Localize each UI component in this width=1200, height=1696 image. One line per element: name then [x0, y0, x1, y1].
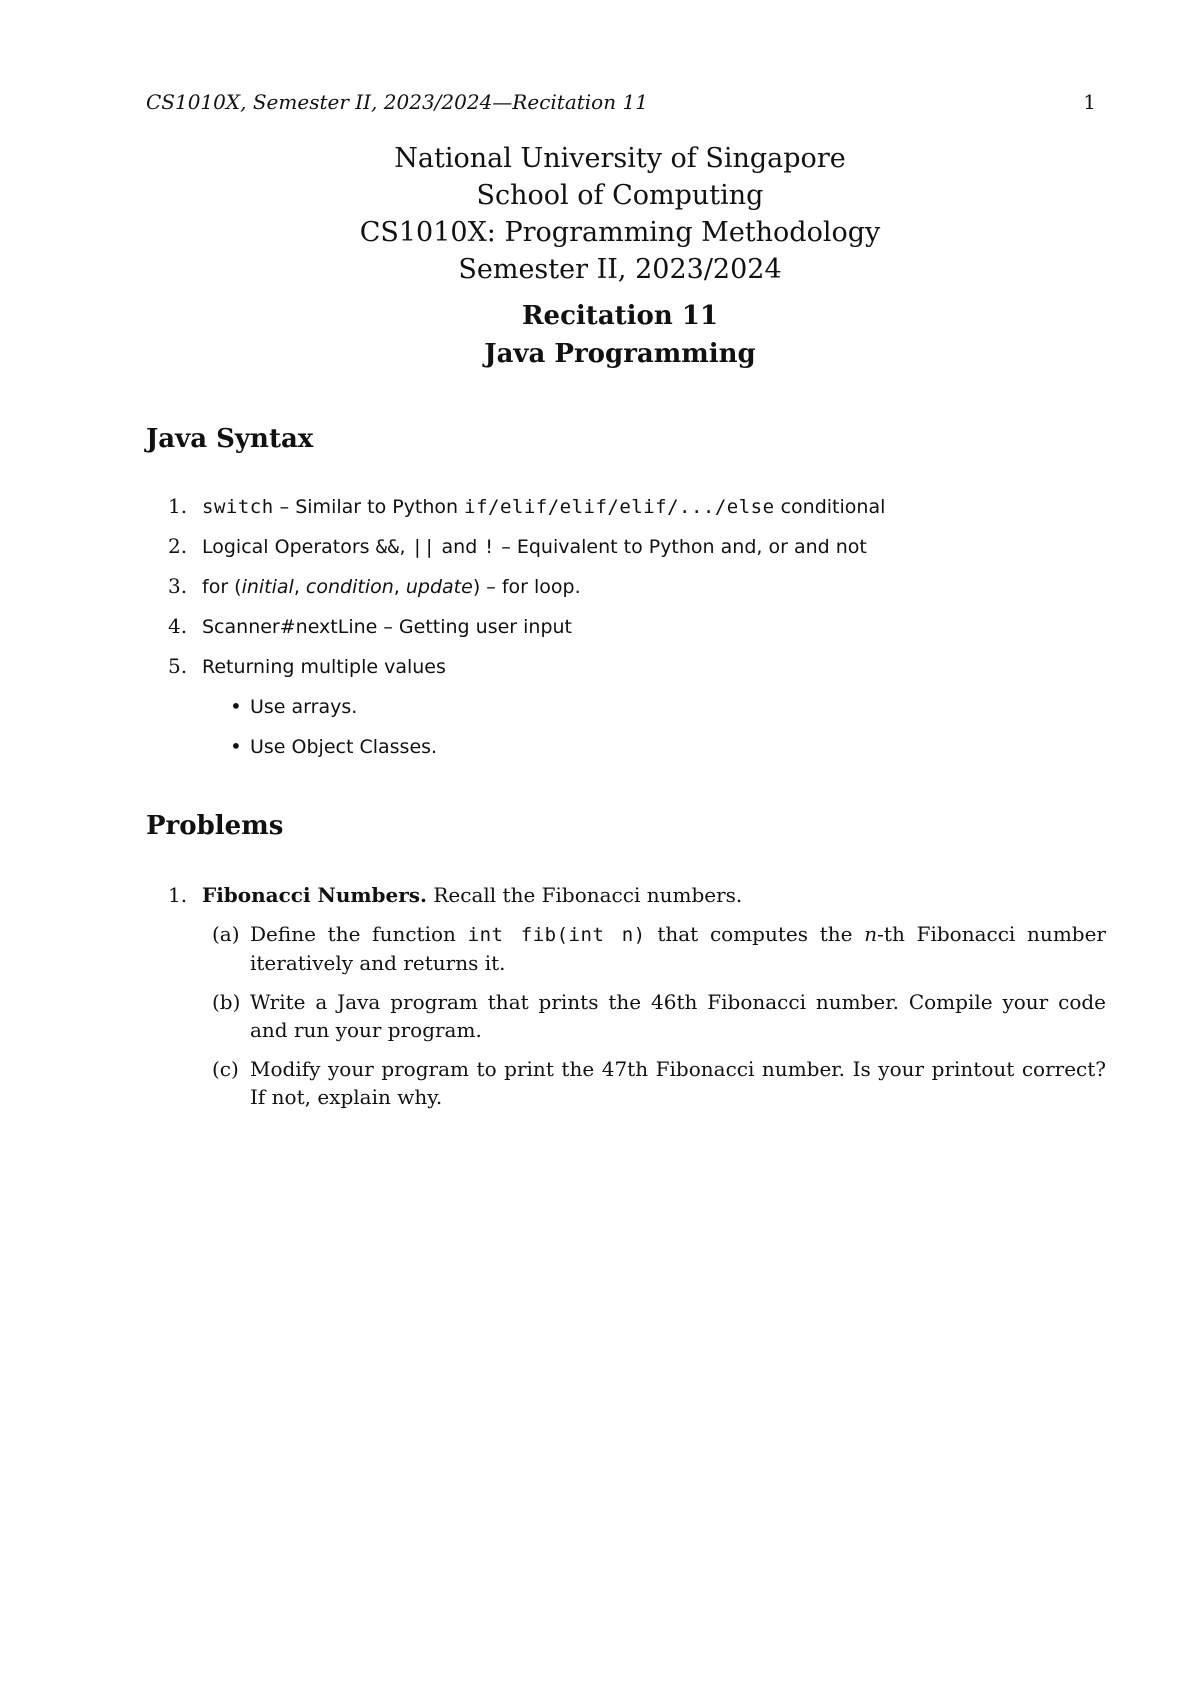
list-item: 2. Logical Operators &&, || and ! – Equivalent to Python and, or and not — [168, 534, 867, 558]
course-title: CS1010X: Programming Methodology — [359, 217, 881, 248]
problem-part-c: (c) Modify your program to print the 47th Fibonacci number. Is your printout correct? If not, explain why. — [212, 1057, 1106, 1109]
bullet-item: • Use arrays. — [230, 694, 358, 718]
school-name: School of Computing — [476, 180, 764, 211]
problem-title: Fibonacci Numbers. — [202, 883, 427, 907]
semester: Semester II, 2023/2024 — [458, 254, 782, 285]
title-block — [0, 140, 1200, 288]
section-heading-java-syntax: Java Syntax — [146, 424, 314, 454]
recitation-number: Recitation 11 — [521, 301, 719, 331]
page-number: 1 — [1083, 90, 1096, 114]
bullet-item: • Use Object Classes. — [230, 734, 438, 758]
running-header — [146, 90, 1096, 114]
list-item: 3. for (initial, condition, update) – for loop. — [168, 574, 581, 598]
recitation-title — [0, 297, 1200, 373]
java-syntax-list — [146, 492, 1106, 761]
recitation-topic: Java Programming — [484, 339, 756, 369]
university-name: National University of Singapore — [394, 143, 846, 174]
problem-item: 1. Fibonacci Numbers. Recall the Fibonacci numbers. — [168, 883, 743, 907]
running-header-title: CS1010X, Semester II, 2023/2024—Recitation 11 — [146, 90, 648, 114]
problem-part-a: (a) Define the function int fib(int n) that computes the n-th Fibonacci number iteratively and returns it. — [212, 922, 1106, 975]
list-item: 1. switch – Similar to Python if/elif/elif/elif/.../else conditional — [168, 494, 886, 518]
list-item: 4. Scanner#nextLine – Getting user input — [168, 614, 573, 638]
problem-part-b: (b) Write a Java program that prints the 46th Fibonacci number. Compile your code and run your program. — [212, 990, 1106, 1042]
list-item: 5. Returning multiple values — [168, 654, 446, 678]
bullet-icon: • — [230, 694, 242, 718]
problems-list — [146, 881, 1106, 1111]
section-heading-problems: Problems — [146, 811, 284, 841]
bullet-icon: • — [230, 734, 242, 758]
